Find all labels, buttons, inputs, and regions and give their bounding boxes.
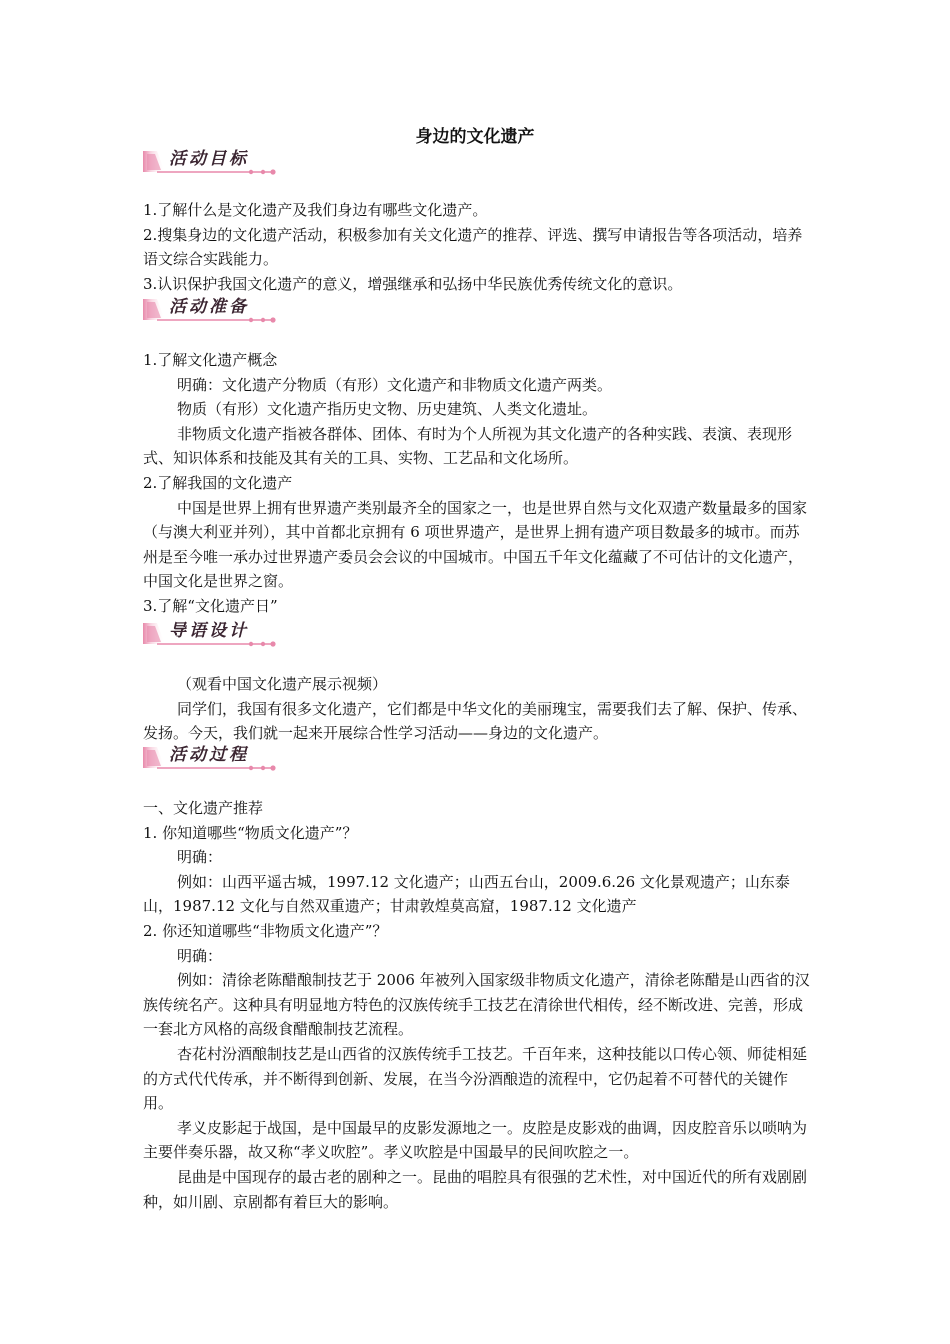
answer-paragraph: 例如：山西平遥古城，1997.12 文化遗产；山西五台山，2009.6.26 文化景观遗产；山东泰山，1987.12 文化与自然双重遗产；甘肃敦煌莫高窟，1987.12 文化遗产 (143, 872, 790, 916)
intro-paragraph: 同学们，我国有很多文化遗产，它们都是中华文化的美丽瑰宝，需要我们去了解、保护、传承、发扬。今天，我们就一起来开展综合性学习活动——身边的文化遗产。 (143, 699, 808, 743)
question-2: 2. 你还知道哪些“非物质文化遗产”？ (143, 921, 388, 940)
badge-label: 活动目标 (169, 149, 249, 169)
section-badge-goals (143, 148, 279, 178)
badge-label: 活动过程 (169, 745, 249, 765)
section-badge-intro (143, 620, 279, 650)
goal-item-3: 3.认识保护我国文化遗产的意义，增强继承和弘扬中华民族优秀传统文化的意识。 (143, 274, 683, 293)
answer-label: 明确： (177, 946, 223, 965)
intro-section (143, 672, 813, 746)
prep-paragraph: 中国是世界上拥有世界遗产类别最齐全的国家之一，也是世界自然与文化双遗产数量最多的国家（与澳大利亚并列），其中首都北京拥有 6 项世界遗产，是世界上拥有遗产项目数最多的城市。而苏州是至今唯一承办过世界遗产委员会会议的中国城市。中国五千年文化蕴藏了不可估计的文化遗产，中国文化是世界之窗。 (143, 498, 808, 591)
document-title: 身边的文化遗产 (415, 127, 535, 147)
section-badge-process (143, 744, 279, 774)
goal-item-1: 1.了解什么是文化遗产及我们身边有哪些文化遗产。 (143, 201, 488, 219)
prep-section (143, 348, 813, 619)
answer-paragraph: 孝义皮影起于战国，是中国最早的皮影发源地之一。皮腔是皮影戏的曲调，因皮腔音乐以唢呐为主要伴奏乐器，故又称“孝义吹腔”。孝义吹腔是中国最早的民间吹腔之一。 (143, 1118, 808, 1162)
section-badge-prep (143, 296, 279, 326)
prep-heading-1: 1.了解文化遗产概念 (143, 351, 278, 369)
goals-list (143, 198, 813, 296)
goal-item-2: 2.搜集身边的文化遗产活动，积极参加有关文化遗产的推荐、评选、撰写申请报告等各项活动，培养语文综合实践能力。 (143, 225, 803, 269)
badge-label: 导语设计 (169, 621, 249, 641)
intro-paragraph: （观看中国文化遗产展示视频） (177, 675, 388, 693)
prep-paragraph: 非物质文化遗产指被各群体、团体、有时为个人所视为其文化遗产的各种实践、表演、表现形式、知识体系和技能及其有关的工具、实物、工艺品和文化场所。 (143, 424, 793, 468)
answer-paragraph: 例如：清徐老陈醋酿制技艺于 2006 年被列入国家级非物质文化遗产，清徐老陈醋是山西省的汉族传统名产。这种具有明显地方特色的汉族传统手工技艺在清徐世代相传，经不断改进、完善，形成一套北方风格的高级食醋酿制技艺流程。 (143, 971, 810, 1039)
prep-paragraph: 明确：文化遗产分物质（有形）文化遗产和非物质文化遗产两类。 (177, 375, 613, 394)
process-section (143, 796, 813, 1214)
process-section-heading: 一、文化遗产推荐 (143, 799, 264, 817)
answer-paragraph: 昆曲是中国现存的最古老的剧种之一。昆曲的唱腔具有很强的艺术性，对中国近代的所有戏剧剧种，如川剧、京剧都有着巨大的影响。 (143, 1167, 808, 1211)
badge-label: 活动准备 (169, 297, 249, 317)
prep-heading-3: 3.了解“文化遗产日” (143, 596, 278, 615)
prep-heading-2: 2.了解我国的文化遗产 (143, 473, 293, 492)
answer-paragraph: 杏花村汾酒酿制技艺是山西省的汉族传统手工技艺。千百年来，这种技能以口传心领、师徒相延的方式代代传承，并不断得到创新、发展，在当今汾酒酿造的流程中，它仍起着不可替代的关键作用。 (143, 1044, 808, 1113)
prep-paragraph: 物质（有形）文化遗产指历史文物、历史建筑、人类文化遗址。 (177, 400, 598, 419)
answer-label: 明确： (177, 848, 223, 867)
question-1: 1. 你知道哪些“物质文化遗产”？ (143, 823, 358, 842)
